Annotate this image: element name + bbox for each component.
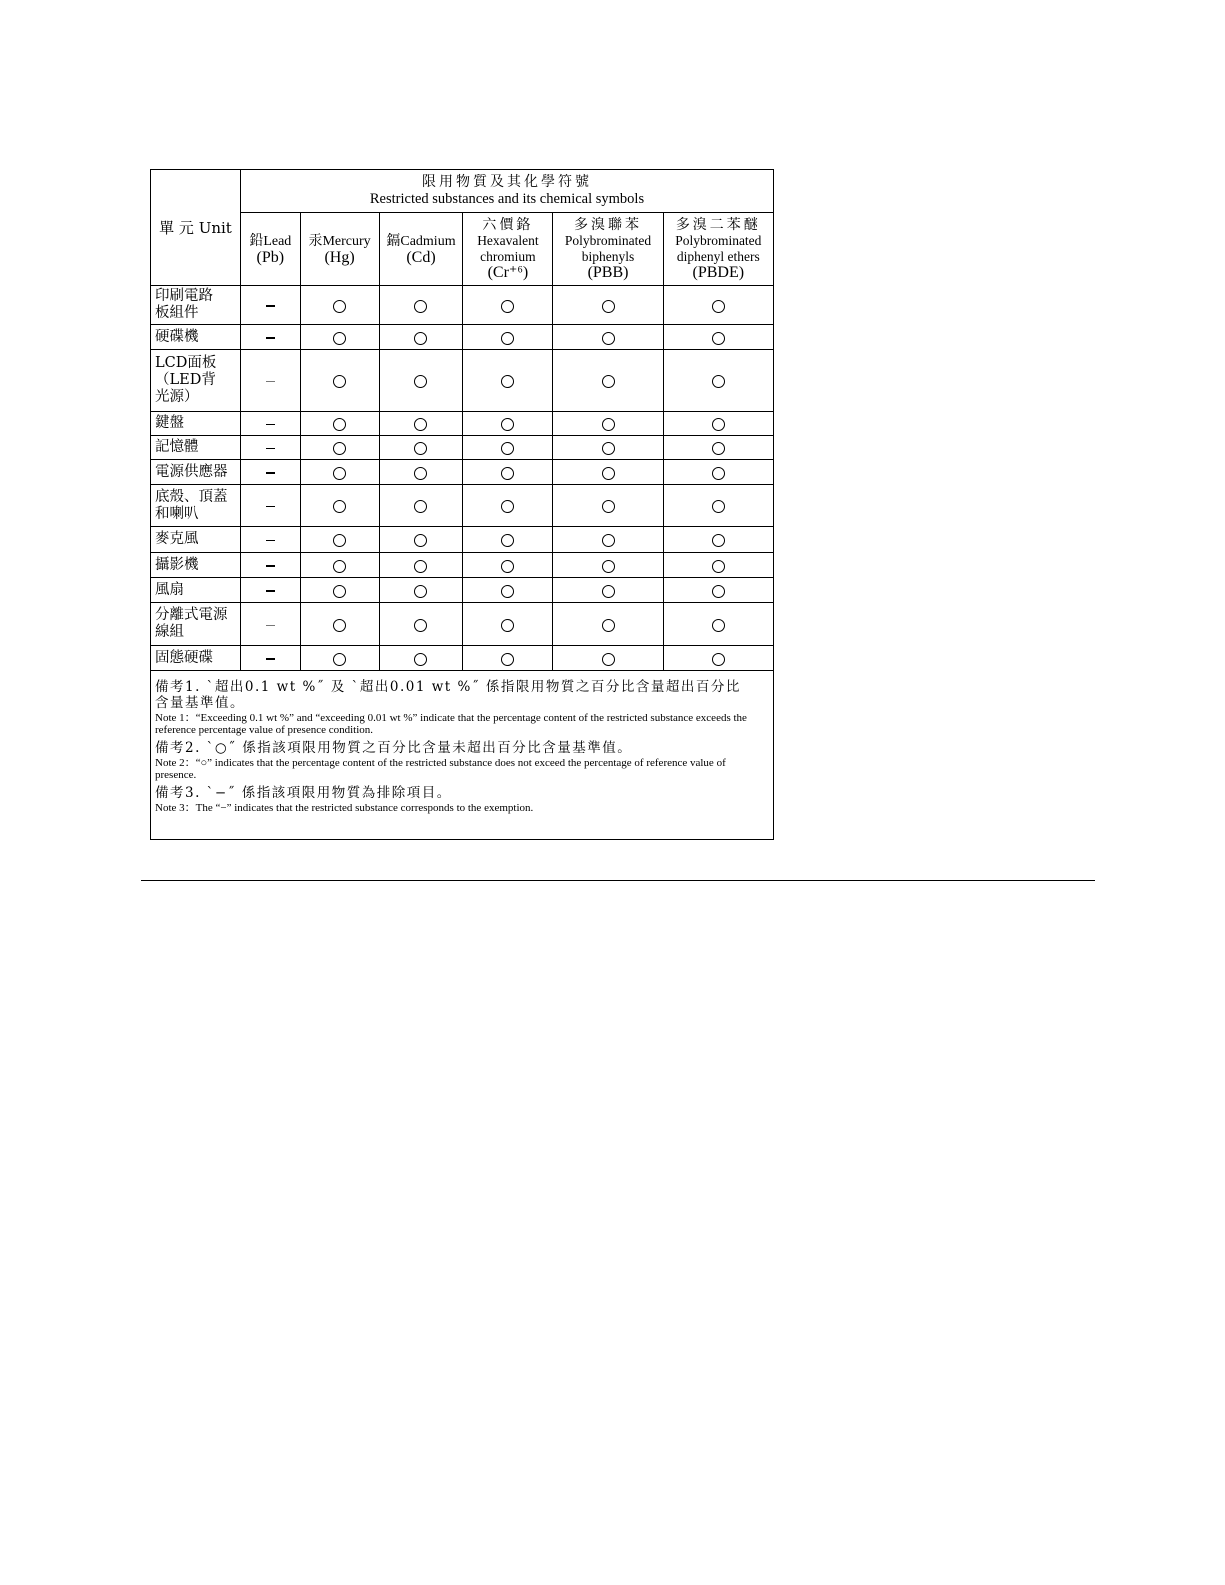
note3-en: Note 3：The “−” indicates that the restricted substance corresponds to the exemption. — [155, 802, 534, 814]
circle-mark-icon — [333, 418, 346, 431]
circle-mark-icon — [602, 375, 615, 388]
circle-mark-icon — [333, 300, 346, 313]
substance-cell — [663, 553, 773, 578]
substance-cell — [663, 603, 773, 646]
circle-mark-icon — [333, 375, 346, 388]
component-name — [151, 350, 241, 412]
substance-pbb-header — [553, 213, 663, 286]
component-name — [151, 603, 241, 646]
component-name — [151, 325, 241, 350]
circle-mark-icon — [333, 500, 346, 513]
substances-title-zh: 限用物質及其化學符號 — [421, 174, 592, 190]
circle-mark-icon — [712, 418, 725, 431]
table-row — [151, 286, 774, 325]
circle-mark-icon — [602, 534, 615, 547]
substance-zh: 鎘 — [386, 233, 401, 249]
circle-mark-icon — [712, 534, 725, 547]
table-row — [151, 603, 774, 646]
circle-mark-icon — [414, 534, 427, 547]
circle-mark-icon — [414, 619, 427, 632]
unit-header: 單 元 Unit — [151, 170, 241, 286]
dash-mark-icon — [266, 565, 275, 567]
table-row — [151, 646, 774, 671]
component-name — [151, 460, 241, 485]
component-name — [151, 412, 241, 436]
circle-mark-icon — [333, 619, 346, 632]
substance-cell — [300, 460, 379, 485]
substance-cell — [663, 286, 773, 325]
component-rows — [151, 286, 774, 671]
dash-mark-icon — [266, 337, 275, 339]
substance-cell — [300, 646, 379, 671]
table-row — [151, 436, 774, 460]
substance-cell — [300, 436, 379, 460]
substance-cell — [240, 527, 300, 553]
substance-symbol: (Cr⁺⁶) — [487, 264, 529, 281]
substance-en-line2: chromium — [480, 249, 536, 264]
substance-cell — [300, 485, 379, 527]
substance-cell — [463, 603, 553, 646]
substance-cell — [300, 527, 379, 553]
substance-symbol: (PBB) — [587, 264, 629, 281]
substance-zh: 六價鉻 — [482, 217, 534, 233]
substance-en-line2: biphenyls — [581, 249, 635, 264]
component-name-line: 記憶體 — [155, 439, 199, 455]
substance-cell — [379, 578, 463, 603]
table-row — [151, 553, 774, 578]
note1-zh: 備考1. ˋ超出0.1 wt %˝ 及 ˋ超出0.01 wt %˝ 係指限用物質之百分比含量超出百分比含量基準值。 — [155, 679, 741, 711]
circle-mark-icon — [414, 467, 427, 480]
substance-cell — [240, 603, 300, 646]
dash-mark-icon — [266, 424, 275, 426]
component-name-line: LCD面板 — [155, 355, 217, 371]
component-name-line: 電源供應器 — [155, 463, 228, 480]
substance-cell — [300, 350, 379, 412]
substance-en-line1: Polybrominated — [564, 233, 652, 248]
substance-pbde-header — [663, 213, 773, 286]
substance-cell — [463, 553, 553, 578]
component-name — [151, 436, 241, 460]
substance-cell — [463, 286, 553, 325]
circle-mark-icon — [501, 375, 514, 388]
substance-cell — [379, 485, 463, 527]
substance-cell — [240, 325, 300, 350]
component-name — [151, 527, 241, 553]
circle-mark-icon — [501, 442, 514, 455]
circle-mark-icon — [333, 534, 346, 547]
substance-cell — [553, 436, 663, 460]
component-name — [151, 286, 241, 325]
component-name-line: 和喇叭 — [155, 505, 199, 522]
component-name — [151, 646, 241, 671]
substance-cell — [663, 527, 773, 553]
circle-mark-icon — [712, 442, 725, 455]
substance-cell — [240, 553, 300, 578]
circle-mark-icon — [414, 442, 427, 455]
dash-mark-icon — [266, 590, 275, 592]
circle-mark-icon — [602, 442, 615, 455]
circle-mark-icon — [712, 500, 725, 513]
substance-chromium-header — [463, 213, 553, 286]
component-name-line: 固態硬碟 — [155, 649, 213, 666]
component-name-line: 光源） — [155, 389, 199, 405]
dash-mark-icon — [266, 305, 275, 307]
circle-mark-icon — [602, 653, 615, 666]
circle-mark-icon — [501, 534, 514, 547]
substance-cell — [379, 286, 463, 325]
substance-cell — [379, 527, 463, 553]
circle-mark-icon — [333, 653, 346, 666]
substance-cell — [240, 578, 300, 603]
component-name-line: 硬碟機 — [155, 328, 199, 345]
circle-mark-icon — [602, 585, 615, 598]
substance-cell — [240, 286, 300, 325]
substance-zh: 汞 — [308, 233, 323, 249]
substance-lead-header — [240, 213, 300, 286]
dash-mark-icon — [266, 448, 275, 450]
substance-cell — [553, 460, 663, 485]
substance-cell — [463, 325, 553, 350]
substance-cell — [553, 553, 663, 578]
circle-mark-icon — [333, 585, 346, 598]
substance-mercury-header — [300, 213, 379, 286]
dash-mark-icon — [266, 658, 275, 660]
circle-mark-icon — [501, 300, 514, 313]
circle-mark-icon — [602, 467, 615, 480]
substance-cell — [463, 350, 553, 412]
circle-mark-icon — [712, 560, 725, 573]
component-name — [151, 553, 241, 578]
substance-cell — [379, 325, 463, 350]
substance-cell — [240, 436, 300, 460]
substance-cell — [300, 412, 379, 436]
circle-mark-icon — [602, 332, 615, 345]
circle-mark-icon — [333, 442, 346, 455]
circle-mark-icon — [501, 653, 514, 666]
substance-cell — [663, 646, 773, 671]
substance-cell — [553, 578, 663, 603]
substance-cell — [379, 646, 463, 671]
circle-mark-icon — [712, 619, 725, 632]
circle-mark-icon — [414, 560, 427, 573]
component-name-line: 分離式電源 — [155, 607, 228, 623]
table-row — [151, 485, 774, 527]
component-name-line: 底殼、頂蓋 — [155, 488, 228, 505]
substance-cell — [379, 350, 463, 412]
substance-cell — [663, 460, 773, 485]
component-name-line: 風扇 — [155, 581, 184, 598]
substance-cell — [663, 578, 773, 603]
substance-cell — [553, 646, 663, 671]
substance-cell — [379, 460, 463, 485]
circle-mark-icon — [333, 560, 346, 573]
substances-title-en: Restricted substances and its chemical symbols — [369, 191, 645, 207]
component-name-line: （LED背 — [155, 372, 216, 388]
table-row — [151, 412, 774, 436]
substance-cell — [463, 527, 553, 553]
table-row — [151, 578, 774, 603]
circle-mark-icon — [414, 418, 427, 431]
notes-section — [151, 671, 774, 840]
substance-symbol: (Hg) — [324, 248, 355, 266]
substance-cell — [240, 646, 300, 671]
dash-mark-icon — [266, 540, 275, 542]
component-name — [151, 578, 241, 603]
substance-zh: 多溴聯苯 — [574, 217, 643, 233]
circle-mark-icon — [712, 653, 725, 666]
circle-mark-icon — [712, 375, 725, 388]
circle-mark-icon — [602, 560, 615, 573]
substance-cell — [553, 412, 663, 436]
substance-symbol: (Pb) — [256, 248, 285, 266]
table-row — [151, 460, 774, 485]
substance-cell — [379, 603, 463, 646]
substance-zh: 鉛 — [249, 233, 264, 249]
component-name-line: 麥克風 — [155, 531, 199, 547]
component-name-line: 印刷電路 — [155, 288, 213, 304]
circle-mark-icon — [602, 619, 615, 632]
substance-cell — [463, 578, 553, 603]
circle-mark-icon — [712, 467, 725, 480]
substance-zh: 多溴二苯醚 — [675, 217, 761, 233]
circle-mark-icon — [712, 300, 725, 313]
substance-cell — [300, 578, 379, 603]
circle-mark-icon — [501, 619, 514, 632]
circle-mark-icon — [712, 585, 725, 598]
circle-mark-icon — [501, 418, 514, 431]
circle-mark-icon — [602, 500, 615, 513]
substance-cell — [663, 436, 773, 460]
circle-mark-icon — [414, 500, 427, 513]
substance-cell — [553, 286, 663, 325]
substance-cell — [379, 436, 463, 460]
substance-cell — [663, 325, 773, 350]
substance-en: Mercury — [322, 233, 371, 249]
dash-mark-icon — [266, 381, 275, 382]
note1-en: Note 1：“Exceeding 0.1 wt %” and “exceeding 0.01 wt %” indicate that the percentage content of the restricted substance exceeds the reference percentage value of presence condition. — [155, 712, 747, 736]
circle-mark-icon — [414, 653, 427, 666]
restricted-substances-table — [150, 169, 774, 840]
table-row — [151, 527, 774, 553]
substances-title — [240, 170, 773, 213]
circle-mark-icon — [414, 332, 427, 345]
circle-mark-icon — [712, 332, 725, 345]
table-row — [151, 350, 774, 412]
component-name-line: 板組件 — [155, 305, 199, 321]
circle-mark-icon — [602, 418, 615, 431]
substance-cell — [553, 485, 663, 527]
component-name-line: 攝影機 — [155, 556, 199, 573]
substance-cell — [553, 350, 663, 412]
circle-mark-icon — [414, 375, 427, 388]
dash-mark-icon — [266, 506, 275, 508]
circle-mark-icon — [333, 467, 346, 480]
substance-symbol: (Cd) — [406, 248, 436, 266]
component-name-line: 線組 — [155, 624, 184, 640]
substance-cell — [240, 412, 300, 436]
substance-symbol: (PBDE) — [692, 264, 745, 281]
circle-mark-icon — [501, 560, 514, 573]
substance-cell — [663, 485, 773, 527]
substance-cell — [300, 553, 379, 578]
circle-mark-icon — [333, 332, 346, 345]
substance-cell — [300, 325, 379, 350]
substance-en-line1: Polybrominated — [675, 233, 762, 248]
substance-en: Cadmium — [400, 233, 456, 249]
component-name-line: 鍵盤 — [155, 415, 184, 431]
circle-mark-icon — [602, 300, 615, 313]
substance-cell — [663, 412, 773, 436]
substance-cell — [463, 412, 553, 436]
substance-cell — [553, 325, 663, 350]
substance-cell — [553, 527, 663, 553]
dash-mark-icon — [266, 472, 275, 474]
substance-cell — [240, 460, 300, 485]
circle-mark-icon — [501, 467, 514, 480]
horizontal-rule — [141, 880, 1095, 881]
substance-cell — [463, 646, 553, 671]
substance-cell — [463, 436, 553, 460]
note2-zh: 備考2. ˋ○˝ 係指該項限用物質之百分比含量未超出百分比含量基準值。 — [155, 740, 633, 756]
component-name — [151, 485, 241, 527]
note3-zh: 備考3. ˋ−˝ 係指該項限用物質為排除項目。 — [155, 785, 452, 801]
circle-mark-icon — [501, 332, 514, 345]
substance-en: Lead — [263, 233, 292, 249]
substance-cell — [463, 460, 553, 485]
note2-en: Note 2：“○” indicates that the percentage content of the restricted substance does not exceed the percentage of reference value of presence. — [155, 757, 726, 781]
dash-mark-icon — [266, 625, 275, 626]
substance-en-line2: diphenyl ethers — [676, 249, 760, 264]
substance-cell — [379, 412, 463, 436]
substance-cell — [553, 603, 663, 646]
substance-cadmium-header — [379, 213, 463, 286]
circle-mark-icon — [414, 300, 427, 313]
substance-cell — [240, 350, 300, 412]
circle-mark-icon — [414, 585, 427, 598]
substance-cell — [300, 603, 379, 646]
circle-mark-icon — [501, 585, 514, 598]
substance-cell — [240, 485, 300, 527]
substance-cell — [300, 286, 379, 325]
substance-cell — [463, 485, 553, 527]
substance-cell — [379, 553, 463, 578]
circle-mark-icon — [501, 500, 514, 513]
substance-en-line1: Hexavalent — [477, 233, 539, 248]
table-row — [151, 325, 774, 350]
substance-cell — [663, 350, 773, 412]
